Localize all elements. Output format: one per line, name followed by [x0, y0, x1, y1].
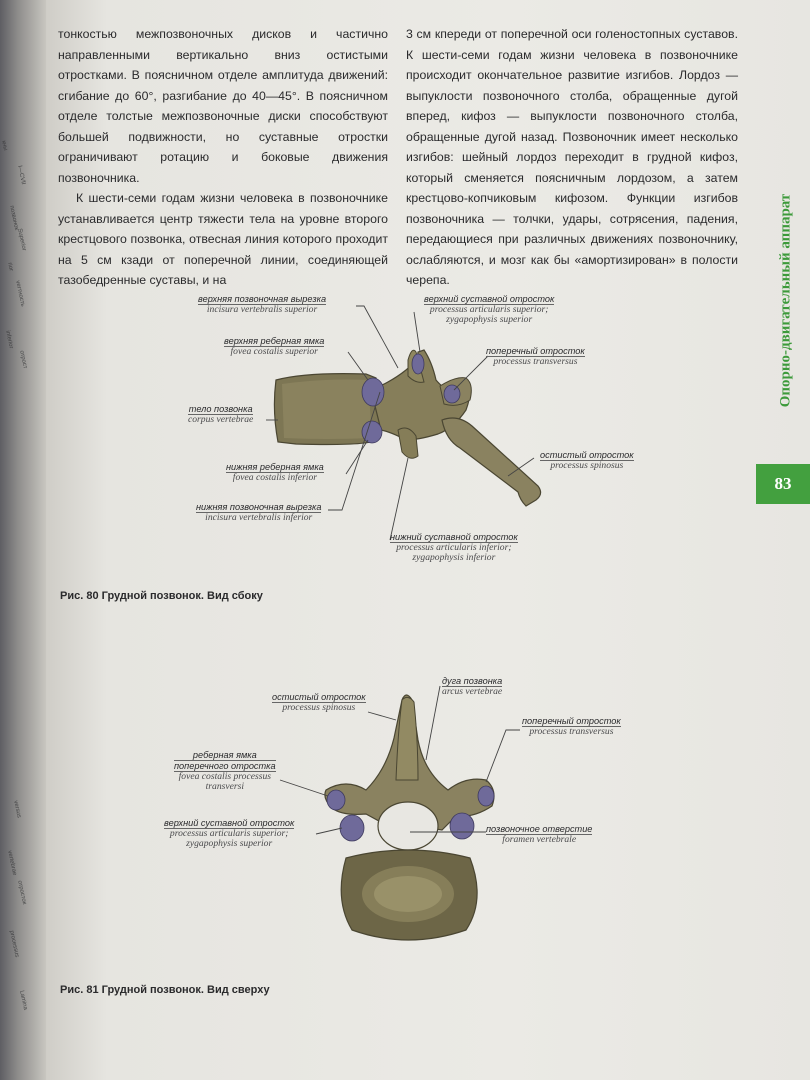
left-page-fragment: отросток: [16, 880, 28, 905]
left-page-fragment: processus: [8, 930, 20, 959]
vertebra-top-view-illustration: [280, 686, 520, 940]
figure-81-caption: Рис. 81 Грудной позвонок. Вид сверху: [60, 984, 270, 996]
paragraph: 3 см кпереди от поперечной оси голеностопных суставов. К шести-семи годам жизни человека в позвоночнике происходит окончательное развитие изгибов. Лордоз — выпуклости позвоночного столба, обращенные дугой вперед, кифоз — выпуклости позвоночного столба, обращенные дугой назад. Позвоночник имеет несколько изгибов: шейный лордоз переходит в грудной кифоз, который сменяется поясничным лордозом, а затем крестцово-копчиковым кифозом. Функции изгибов позвоночника — толчки, удары, сотрясения, падения, передающиеся при различных движениях позвоночнику, ослабляются, и мозг как бы «амортизирован» в полости черепа.: [406, 27, 738, 287]
label-spinous-process: остистый отросток processus spinosus: [540, 450, 634, 471]
right-articular-facet-shape: [450, 813, 474, 839]
figure-80-caption: Рис. 80 Грудной позвонок. Вид сбоку: [60, 590, 263, 602]
left-page-fragment: Lamina: [18, 990, 29, 1011]
left-page-fragment: кны: [0, 140, 9, 152]
left-page-fragment: rior: [6, 262, 14, 272]
transverse-facet-shape: [444, 385, 460, 403]
label-upper-vertebral-notch: верхняя позвоночная вырезка incisura vertebralis superior: [198, 294, 327, 315]
articular-facet-shape: [412, 354, 424, 374]
page-number-badge: 83: [756, 464, 810, 504]
label-superior-articular-process: верхний суставной отросток processus articularis superior; zygapophysis superior: [424, 294, 555, 325]
left-page-fragment: позвонок: [8, 205, 20, 231]
left-page-fragment: verтность: [14, 280, 26, 308]
right-transverse-facet-shape: [478, 786, 494, 806]
label-inferior-articular-process: нижний суставной отросток processus articularis inferior; zygapophysis inferior: [390, 532, 518, 563]
left-transverse-facet-shape: [327, 790, 345, 810]
upper-costal-facet-shape: [362, 378, 384, 406]
book-page: [46, 0, 810, 1080]
spinous-process-shape: [442, 418, 541, 506]
left-page-fragment: inferior: [4, 330, 14, 350]
paragraph: К шести-семи годам жизни человека в позвоночнике устанавливается центр тяжести тела на уровне второго крестцового позвонка, отвесная линия которого проходит на 5 см кзади от поперечной линии, соединяющей тазобедренные суставы, и на: [58, 191, 388, 287]
vertebral-foramen-shape: [378, 802, 438, 850]
left-page-fragment: vertebrae: [6, 850, 18, 877]
label-lower-costal-facet: нижняя реберная ямка fovea costalis inferior: [226, 462, 324, 483]
label-transverse-costal-facet: реберная ямка поперечного отростка fovea costalis processus transversi: [174, 750, 276, 792]
label-lower-vertebral-notch: нижняя позвоночная вырезка incisura vertebralis inferior: [196, 502, 322, 523]
left-page-fragment: versus: [12, 800, 22, 819]
label-upper-costal-facet: верхняя реберная ямка fovea costalis superior: [224, 336, 325, 357]
left-articular-facet-shape: [340, 815, 364, 841]
label-transverse-process-top: поперечный отросток processus transversus: [522, 716, 621, 737]
paragraph: тонкостью межпозвоночных дисков и частично направленными вертикально вниз остистыми отростками. В поясничном отделе амплитуда движений: сгибание до 60°, разгибание до 40—45°. В поясничном отделе толстые межпозвоночные диски способствуют большей подвижности, но суставные отростки ограничивают ротацию и боковые движения позвоночника.: [58, 27, 388, 185]
spinous-top-shape: [396, 697, 418, 780]
previous-page-edge: [0, 0, 46, 1080]
left-page-fragment: отрост: [18, 350, 28, 370]
label-transverse-process: поперечный отросток processus transversus: [486, 346, 585, 367]
left-page-fragment: I—СVII: [16, 165, 27, 186]
label-vertebral-foramen: позвоночное отверстие foramen vertebrale: [486, 824, 593, 845]
label-spinous-process-top: остистый отросток processus spinosus: [272, 692, 366, 713]
left-page-fragment: Superior: [16, 228, 27, 252]
label-superior-articular-process-top: верхний суставной отросток processus articularis superior; zygapophysis superior: [164, 818, 295, 849]
label-vertebral-body: тело позвонка corpus vertebrae: [188, 404, 254, 425]
section-title: Опорно-двигательный аппарат: [777, 193, 794, 407]
label-vertebral-arch: дуга позвонка arcus vertebrae: [442, 676, 503, 697]
